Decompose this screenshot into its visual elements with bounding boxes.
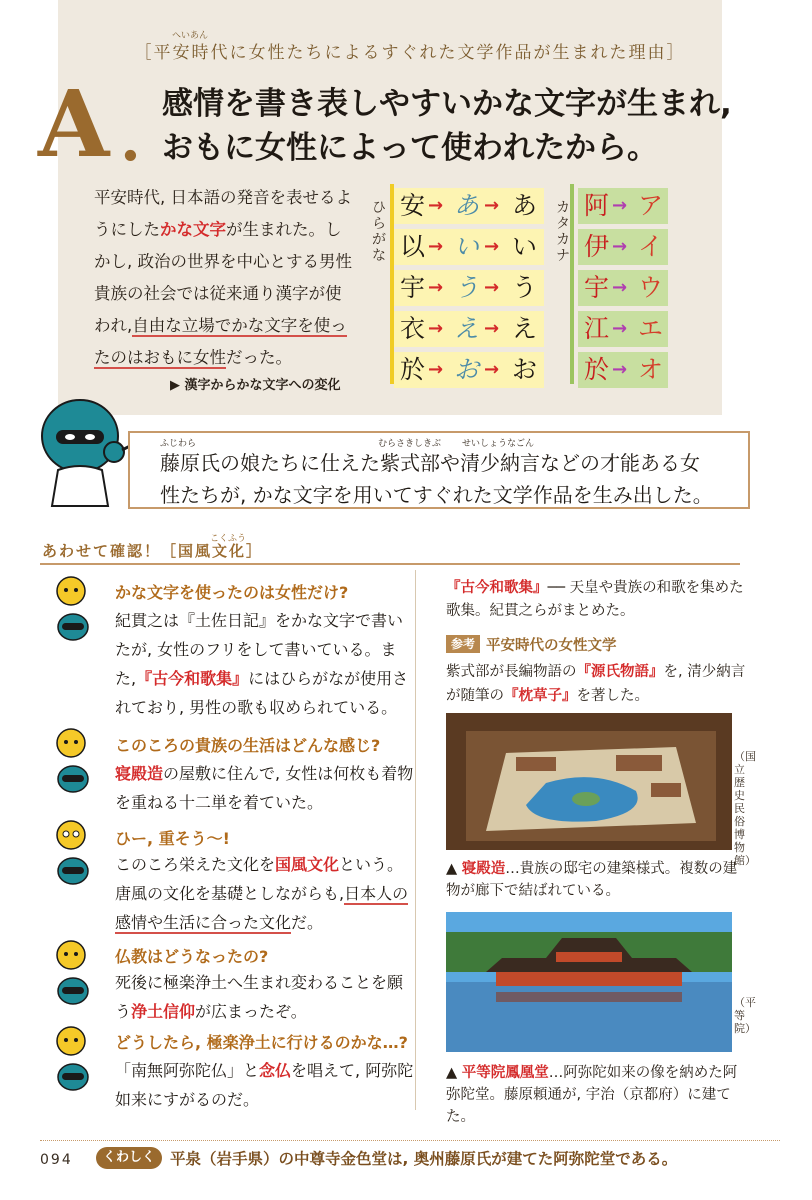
- intro-text-2: が生まれた。しかし, 政治の世界を中心とする男性貴族の社会では従来通り漢字が使われ,: [94, 220, 352, 335]
- hiragana-char: お: [512, 355, 538, 384]
- answer-line-2: おもに女性によって使われたから。: [162, 130, 658, 166]
- katakana-label: カタカナ: [556, 200, 570, 264]
- shinden-model-photo: [446, 713, 732, 850]
- photo-1-credit: （国立歴史民俗博物館）: [734, 750, 756, 867]
- arrow-icon: →: [428, 318, 444, 339]
- intro-text-3: だった。: [226, 348, 292, 367]
- hiragana-char: う: [512, 273, 538, 302]
- answer-text: 死後に極楽浄土へ生まれ変わることを願う: [115, 973, 404, 1021]
- question-2: このころの貴族の生活はどんな感じ?: [115, 736, 381, 755]
- intro-text-1: 平安時代, 日本語の発音を表せるようにした: [94, 188, 352, 239]
- ruby-murasaki: むらさきしきぶ: [378, 439, 442, 449]
- answer-dot: .: [120, 105, 141, 175]
- answer-1: [115, 606, 415, 722]
- hiragana-row: [394, 229, 544, 265]
- ninja-avatar-icon: [56, 856, 90, 886]
- arrow-icon: →: [612, 318, 628, 339]
- ref-text: 紫式部が長編物語の: [446, 664, 577, 680]
- arrow-icon: →: [612, 359, 628, 380]
- answer-highlight: 念仏: [259, 1061, 292, 1080]
- kokin-text: ── 天皇や貴族の和歌を集めた歌集。紀貫之らがまとめた。: [446, 580, 744, 619]
- katakana-row: [578, 229, 668, 265]
- kokin-title: 『古今和歌集』: [446, 580, 548, 596]
- katakana-char: イ: [638, 232, 664, 261]
- kanji-source: 以: [400, 232, 426, 261]
- ninja-avatar-icon: [56, 612, 90, 642]
- triangle-icon: ▲: [446, 861, 458, 877]
- reason-caption: ［平安時代に女性たちによるすぐれた文学作品が生まれた理由］: [134, 43, 686, 63]
- answer-highlight: 浄土信仰: [131, 1002, 196, 1021]
- kanji-source: 衣: [400, 314, 426, 343]
- confirm-ruby: こくふう: [210, 534, 247, 544]
- confirm-divider: [40, 563, 740, 565]
- arrow-icon: →: [428, 236, 444, 257]
- question-4: 仏教はどうなったの?: [115, 947, 269, 966]
- katakana-row: [578, 352, 668, 388]
- caption-text: …阿弥陀如来の像を納めた阿弥陀堂。藤原頼通が, 宇治（京都府）に建てた。: [446, 1065, 738, 1125]
- answer-text: が広まったぞ。: [195, 1002, 307, 1021]
- ruby-seisho: せいしょうなごん: [462, 439, 535, 449]
- footer-divider: [40, 1140, 780, 1141]
- arrow-icon: →: [612, 195, 628, 216]
- answer-3: [115, 850, 415, 937]
- caption-text: …貴族の邸宅の建築様式。複数の建物が廊下で結ばれている。: [446, 861, 738, 899]
- kanji-source: 伊: [584, 232, 610, 261]
- reason-ruby: へいあん: [172, 31, 209, 41]
- triangle-icon: ▲: [446, 1065, 458, 1081]
- kanji-source: 宇: [400, 273, 426, 302]
- cursive-form: う: [454, 273, 480, 302]
- ninja-avatar-icon: [56, 764, 90, 794]
- ref-highlight: 『源氏物語』: [576, 664, 664, 680]
- hiragana-char: え: [512, 314, 538, 343]
- arrow-icon: →: [484, 318, 500, 339]
- answer-highlight: 国風文化: [275, 855, 340, 874]
- answer-text: という。唐風の文化を基礎としながらも,: [115, 855, 404, 903]
- katakana-char: ウ: [638, 273, 664, 302]
- answer-text: このころ栄えた文化を: [115, 855, 276, 874]
- detail-badge: くわしく: [96, 1147, 162, 1169]
- footer-note: 平泉（岩手県）の中尊寺金色堂は, 奥州藤原氏が建てた阿弥陀堂である。: [170, 1150, 678, 1168]
- katakana-char: エ: [638, 314, 664, 343]
- cursive-form: え: [454, 314, 480, 343]
- hiragana-char: い: [512, 232, 538, 261]
- page-number: 094: [40, 1152, 73, 1168]
- cursive-form: あ: [454, 191, 480, 220]
- arrow-icon: →: [484, 277, 500, 298]
- intro-underline: 自由な立場でかな文字を使ったのはおもに女性: [94, 316, 347, 367]
- answer-text: 紀貫之は『土佐日記』をかな文字で書いたが, 女性のフリをして書いている。また,: [115, 611, 404, 688]
- answer-text: だ。: [291, 913, 324, 932]
- student-avatar-icon: [52, 726, 90, 762]
- kanji-source: 於: [400, 355, 426, 384]
- arrow-icon: →: [484, 195, 500, 216]
- byodoin-photo: [446, 912, 732, 1052]
- kanji-source: 安: [400, 191, 426, 220]
- answer-line-1: 感情を書き表しやすいかな文字が生まれ,: [162, 86, 732, 122]
- katakana-row: [578, 311, 668, 347]
- kanji-source: 江: [584, 314, 610, 343]
- arrow-icon: →: [428, 277, 444, 298]
- answer-2: [115, 759, 415, 817]
- katakana-row: [578, 188, 668, 224]
- answer-letter: A: [38, 70, 110, 178]
- answer-text: を唱えて, 阿弥陀如来にすがるのだ。: [115, 1061, 414, 1109]
- question-3: ひー, 重そう〜!: [115, 829, 230, 848]
- answer-4: [115, 968, 415, 1026]
- hiragana-row: [394, 188, 544, 224]
- answer-text: の屋敷に住んで, 女性は何枚も着物を重ねる十二単を着ていた。: [115, 764, 414, 812]
- intro-highlight-kana: かな文字: [160, 220, 226, 239]
- speech-line-2: 性たちが, かな文字を用いてすぐれた文学作品を生み出した。: [160, 483, 713, 507]
- reference-badge: 参考: [446, 635, 480, 653]
- arrow-icon: →: [428, 195, 444, 216]
- student-avatar-icon: [52, 574, 90, 610]
- speech-line-1: 藤原氏の娘たちに仕えた紫式部や清少納言などの才能ある女: [160, 451, 700, 475]
- arrow-icon: →: [484, 359, 500, 380]
- katakana-char: オ: [638, 355, 664, 384]
- hiragana-label: ひらがな: [372, 200, 386, 264]
- answer-text: にはひらがなが使用されており, 男性の歌も収められている。: [115, 669, 409, 717]
- answer-underline: 日本人の感情や生活に合った文化: [115, 884, 409, 932]
- ref-highlight: 『枕草子』: [504, 688, 577, 704]
- ninja-avatar-icon: [56, 976, 90, 1006]
- arrow-icon: →: [428, 359, 444, 380]
- hiragana-char: あ: [512, 191, 538, 220]
- arrow-icon: →: [484, 236, 500, 257]
- reference-title: 平安時代の女性文学: [486, 638, 617, 654]
- confirm-title: あわせて確認！［国風文化］: [42, 542, 264, 560]
- katakana-char: ア: [638, 191, 664, 220]
- student-avatar-icon: [52, 938, 90, 974]
- caption-highlight: 寝殿造: [461, 861, 506, 877]
- kanji-source: 宇: [584, 273, 610, 302]
- ref-text: を, 清少納言が随筆の: [446, 664, 746, 704]
- reference-body: [446, 660, 746, 708]
- question-5: どうしたら, 極楽浄土に行けるのかな…?: [115, 1033, 408, 1052]
- student-avatar-icon: [52, 1024, 90, 1060]
- kokin-note: [446, 577, 746, 623]
- hiragana-row: [394, 352, 544, 388]
- katakana-row: [578, 270, 668, 306]
- cursive-form: い: [454, 232, 480, 261]
- answer-5: [115, 1056, 415, 1114]
- ninja-avatar-icon: [56, 1062, 90, 1092]
- answer-highlight: 『古今和歌集』: [136, 669, 249, 688]
- answer-highlight: 寝殿造: [115, 764, 164, 783]
- arrow-icon: →: [612, 277, 628, 298]
- kanji-source: 於: [584, 355, 610, 384]
- arrow-icon: →: [612, 236, 628, 257]
- hiragana-row: [394, 311, 544, 347]
- photo-2-caption: [446, 1062, 746, 1128]
- kanji-source: 阿: [584, 191, 610, 220]
- kana-table-caption: ▶ 漢字からかな文字への変化: [170, 378, 341, 393]
- cursive-form: お: [454, 355, 480, 384]
- ref-text: を著した。: [576, 688, 649, 704]
- question-1: かな文字を使ったのは女性だけ?: [115, 583, 349, 602]
- hiragana-row: [394, 270, 544, 306]
- answer-text: 「南無阿弥陀仏」と: [115, 1061, 260, 1080]
- ruby-fujiwara: ふじわら: [160, 439, 197, 449]
- ninja-mascot-icon: [28, 392, 136, 510]
- student-avatar-icon: [52, 818, 90, 854]
- caption-highlight: 平等院鳳凰堂: [461, 1065, 549, 1081]
- photo-2-credit: （平等院）: [734, 996, 756, 1035]
- intro-paragraph: [94, 182, 356, 374]
- photo-1-caption: [446, 858, 746, 902]
